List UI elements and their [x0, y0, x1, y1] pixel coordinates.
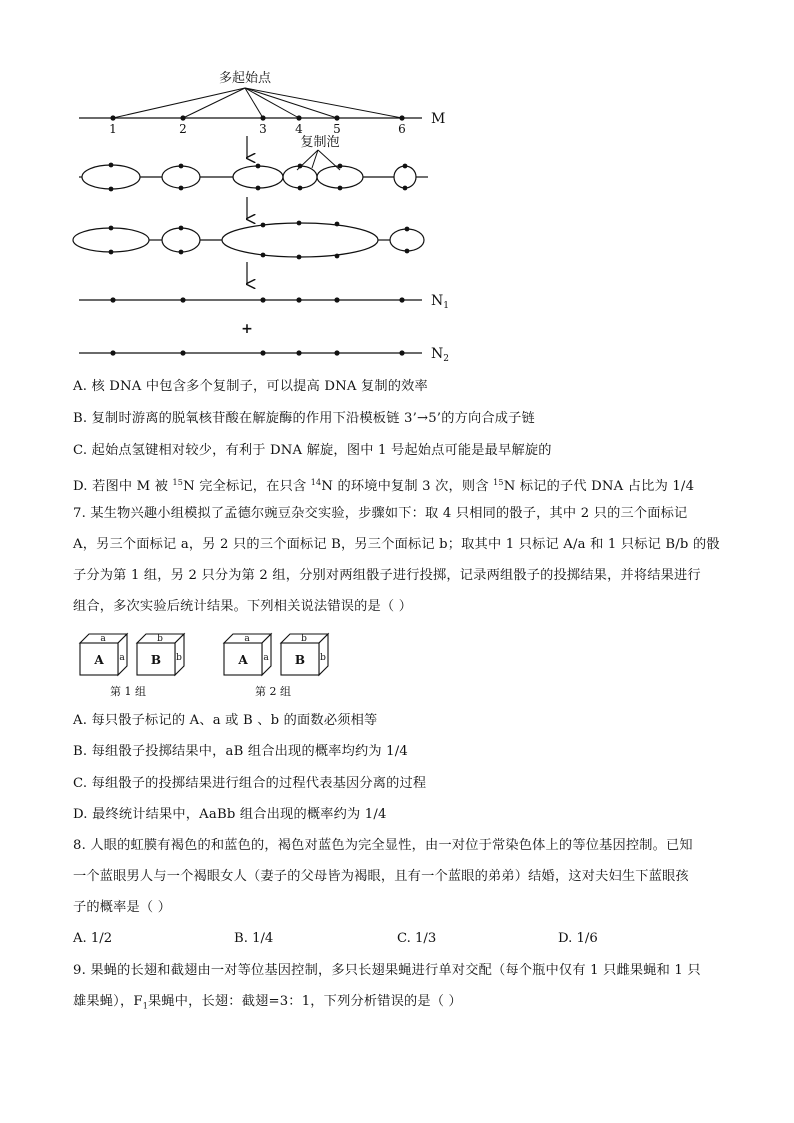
svg-text:a: a: [100, 634, 106, 644]
die-4: [281, 634, 328, 675]
q8-option-d: D. 1/6: [558, 931, 598, 946]
q8-stem-line-2: 一个蓝眼男人与一个褐眼女人（妻子的父母皆为褐眼，且有一个蓝眼的弟弟）结婚，这对夫妇生下蓝眼孩: [73, 869, 689, 884]
plus-sign: +: [241, 321, 253, 337]
svg-text:b: b: [176, 653, 182, 663]
q7-stem-line-2: A，另三个面标记 a，另 2 只的三个面标记 B，另三个面标记 b；取其中 1 只标记 A/a 和 1 只标记 B/b 的骰: [73, 537, 720, 552]
svg-text:2: 2: [179, 122, 187, 136]
svg-text:6: 6: [398, 122, 406, 136]
svg-text:4: 4: [295, 122, 303, 136]
label-m: M: [431, 111, 446, 127]
die-1: [80, 634, 127, 675]
q7-option-d: D. 最终统计结果中，AaBb 组合出现的概率约为 1/4: [73, 807, 387, 822]
svg-text:a: a: [263, 653, 269, 663]
q6-option-d: D. 若图中 M 被 $^{15}$N 完全标记，在只含 $^{14}$N 的环境中复制 3 次，则含 $^{15}$N 标记的子代 DNA 占比为 1/4: [73, 478, 695, 494]
svg-text:1: 1: [109, 122, 117, 136]
label-n2: $N_2$: [431, 346, 449, 364]
q8-option-a: A. 1/2: [73, 931, 113, 946]
die-3: [224, 634, 271, 675]
svg-text:A: A: [238, 653, 248, 667]
svg-text:5: 5: [333, 122, 341, 136]
q7-stem-line-3: 子分为第 1 组，另 2 只分为第 2 组，分别对两组骰子进行投掷，记录两组骰子的投掷结果，并将结果进行: [73, 568, 701, 583]
svg-text:B: B: [150, 653, 162, 667]
q7-option-c: C. 每组骰子的投掷结果进行组合的过程代表基因分离的过程: [73, 776, 427, 791]
q6-option-c: C. 起始点氢键相对较少，有利于 DNA 解旋，图中 1 号起始点可能是最早解旋的: [73, 443, 552, 458]
svg-text:a: a: [244, 634, 250, 644]
figure-title: 多起始点: [218, 71, 272, 86]
group-2-label: 第 2 组: [255, 685, 291, 698]
q6-option-a: A. 核 DNA 中包含多个复制子，可以提高 DNA 复制的效率: [73, 379, 428, 394]
q6-option-b: B. 复制时游离的脱氧核苷酸在解旋酶的作用下沿模板链 3’→5’的方向合成子链: [73, 411, 535, 426]
group-1-label: 第 1 组: [110, 685, 146, 698]
label-n1: $N_1$: [431, 293, 449, 311]
q9-stem-line-2: 雄果蝇），$F_1$果蝇中，长翅：截翅=3：1，下列分析错误的是（ ）: [73, 994, 462, 1011]
svg-text:b: b: [301, 634, 307, 644]
svg-text:b: b: [157, 634, 163, 644]
svg-text:A: A: [94, 653, 104, 667]
q8-stem-line-1: 8. 人眼的虹膜有褐色的和蓝色的，褐色对蓝色为完全显性，由一对位于常染色体上的等位基因控制。已知: [73, 838, 693, 853]
q7-option-a: A. 每只骰子标记的 A、a 或 B 、b 的面数必须相等: [73, 713, 378, 728]
q7-option-b: B. 每组骰子投掷结果中，aB 组合出现的概率均约为 1/4: [73, 744, 408, 759]
q8-option-c: C. 1/3: [397, 931, 437, 946]
die-2: [137, 634, 184, 675]
q8-option-b: B. 1/4: [234, 931, 274, 946]
q9-stem-line-1: 9. 果蝇的长翅和截翅由一对等位基因控制，多只长翅果蝇进行单对交配（每个瓶中仅有 1 只雌果蝇和 1 只: [73, 963, 701, 978]
q7-stem-line-4: 组合，多次实验后统计结果。下列相关说法错误的是（ ）: [73, 599, 413, 614]
q8-stem-line-3: 子的概率是（ ）: [73, 900, 172, 915]
q7-stem-line-1: 7. 某生物兴趣小组模拟了孟德尔豌豆杂交实验，步骤如下：取 4 只相同的骰子，其中 2 只的三个面标记: [73, 506, 688, 521]
svg-text:b: b: [320, 653, 326, 663]
svg-text:3: 3: [259, 122, 267, 136]
bubble-label: 复制泡: [300, 135, 340, 150]
svg-text:a: a: [119, 653, 125, 663]
svg-text:B: B: [294, 653, 306, 667]
